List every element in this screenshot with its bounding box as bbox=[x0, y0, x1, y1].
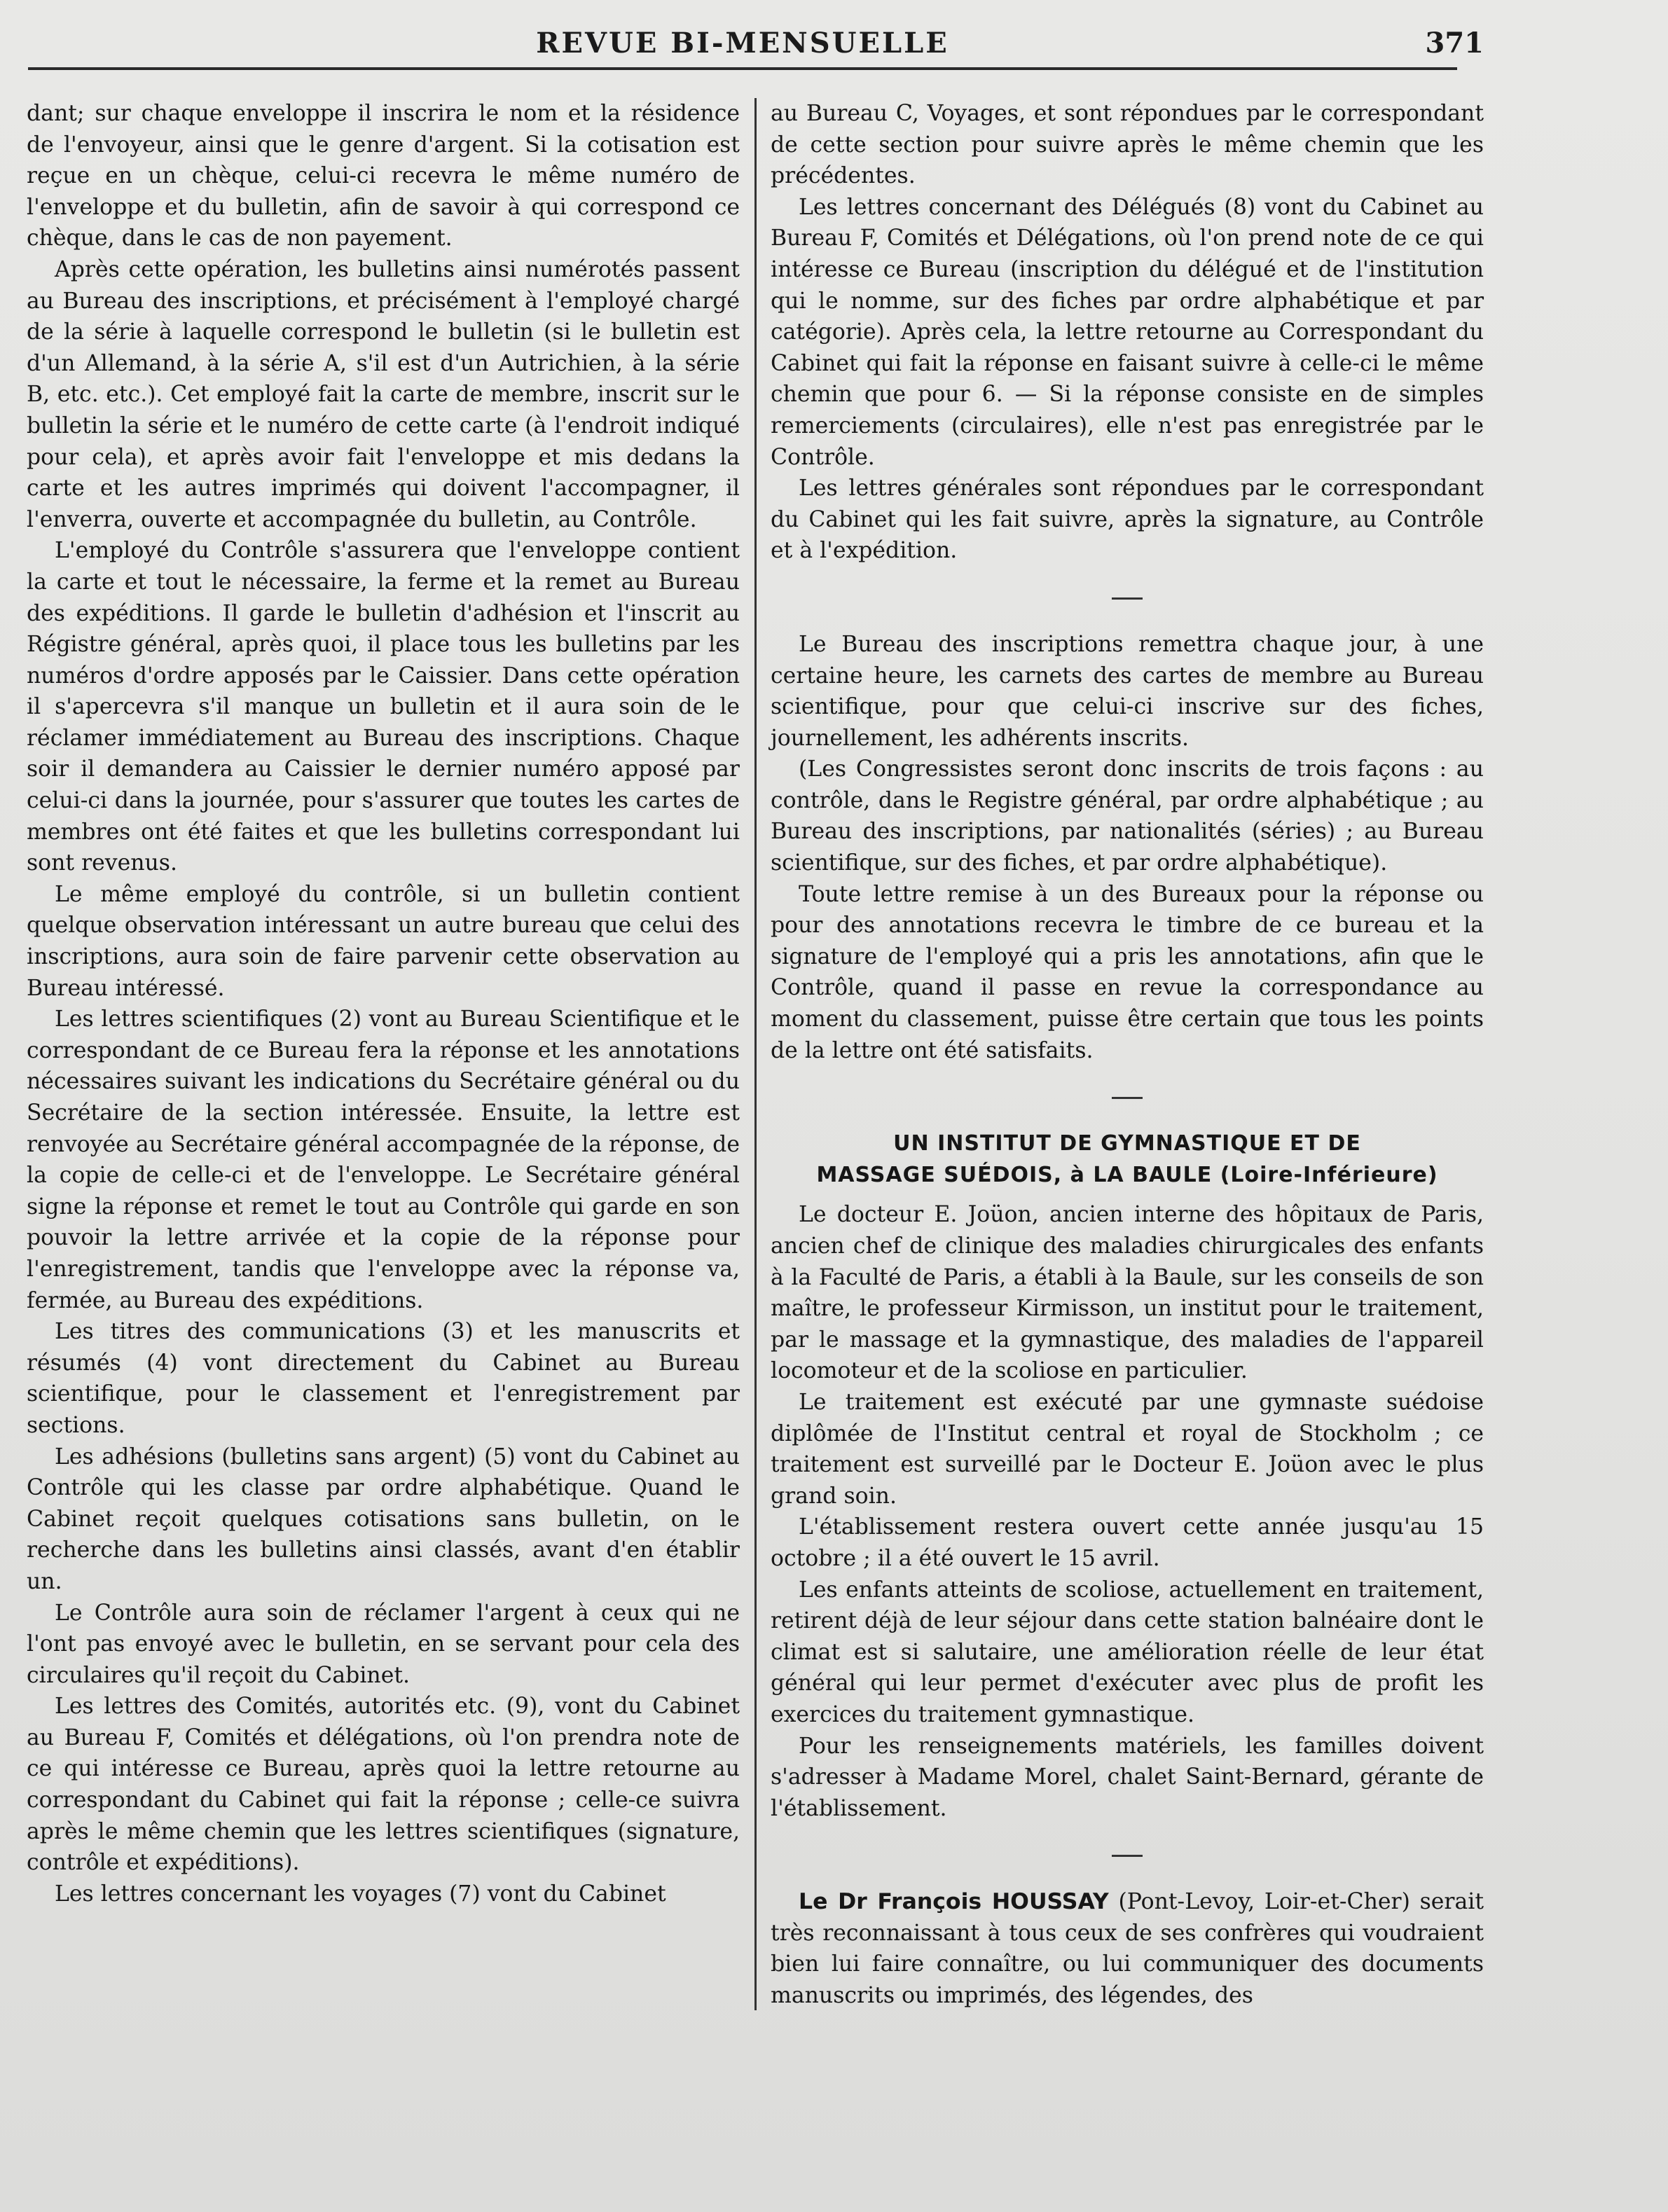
paragraph: Le traitement est exécuté par une gymnaste suédoise diplômée de l'Institut central et royal de Stockholm ; ce traitement est surveillé par le Docteur E. Joüon avec le plus grand soin. bbox=[771, 1389, 1484, 1509]
header-rule bbox=[28, 67, 1457, 70]
page-number: 371 bbox=[1425, 27, 1484, 60]
author-name: Le Dr François HOUSSAY bbox=[799, 1889, 1109, 1915]
paragraph: Après cette opération, les bulletins ainsi numérotés passent au Bureau des inscriptions, et précisément à l'employé chargé de la série à laquelle correspond le bulletin (si le bulletin est d'un Allemand, à la série A, s'il est d'un Autrichien, à la série B, etc. etc.). Cet employé fait la carte de membre, inscrit sur le bulletin la série et le numéro de cette carte (à l'endroit indiqué pour cela), et après avoir fait l'enveloppe et mis dedans la carte et les autres imprimés qui doivent l'accompagner, il l'enverra, ouverte et accompagnée du bulletin, au Contrôle. bbox=[27, 256, 740, 532]
section-separator bbox=[771, 1066, 1484, 1128]
column-divider bbox=[754, 98, 757, 2010]
paragraph: Les lettres générales sont répondues par le correspondant du Cabinet qui les fait suivre, après la signature, au Contrôle et à l'expédition. bbox=[771, 476, 1484, 564]
paragraph: Les titres des communications (3) et les manuscrits et résumés (4) vont directement du Cabinet au Bureau scientifique, pour le classement et l'enregistrement par sections. bbox=[27, 1319, 740, 1438]
houssay-paragraph bbox=[771, 1886, 1484, 2011]
houssay-text: (Pont-Levoy, Loir-et-Cher) serait très reconnaissant à tous ceux de ses confrères qui voudraient bien lui faire connaître, ou lui communiquer des documents manuscrits ou imprimés, des légendes, des bbox=[771, 1889, 1484, 2009]
institute-heading-line1: UN INSTITUT DE GYMNASTIQUE ET DE bbox=[893, 1131, 1361, 1156]
paragraph: Le docteur E. Joüon, ancien interne des hôpitaux de Paris, ancien chef de clinique des maladies chirurgicales des enfants à la Faculté de Paris, a établi à la Baule, sur les conseils de son maître, le professeur Kirmisson, un institut pour le traitement, par le massage et la gymnastique, des maladies de l'appareil locomoteur et de la scoliose en particulier. bbox=[771, 1202, 1484, 1384]
paragraph: Les adhésions (bulletins sans argent) (5) vont du Cabinet au Contrôle qui les classe par ordre alphabétique. Quand le Cabinet reçoit quelques cotisations sans bulletin, on le recherche dans les bulletins ainsi classés, avant d'en établir un. bbox=[27, 1444, 740, 1594]
paragraph: Toute lettre remise à un des Bureaux pour la réponse ou pour des annotations recevra le timbre de ce bureau et la signature de l'employé qui a pris les annotations, afin que le Contrôle, quand il passe en revue la correspondance au moment du classement, puisse être certain que tous les points de la lettre ont été satisfaits. bbox=[771, 881, 1484, 1063]
left-column bbox=[27, 98, 740, 1909]
paragraph: au Bureau C, Voyages, et sont répondues par le correspondant de cette section pour suivre après le même chemin que les précédentes. bbox=[771, 101, 1484, 189]
paragraph: dant; sur chaque enveloppe il inscrira le nom et la résidence de l'envoyeur, ainsi que le genre d'argent. Si la cotisation est reçue en un chèque, celui-ci recevra le même numéro de l'enveloppe et du bulletin, afin de savoir à qui correspond ce chèque, dans le cas de non payement. bbox=[27, 101, 740, 251]
institute-heading-line2 bbox=[771, 1160, 1484, 1191]
institute-heading bbox=[771, 1128, 1484, 1191]
paragraph: Les lettres concernant les voyages (7) vont du Cabinet bbox=[55, 1881, 666, 1907]
paragraph: Pour les renseignements matériels, les familles doivent s'adresser à Madame Morel, chalet Saint-Bernard, gérante de l'établissement. bbox=[771, 1733, 1484, 1821]
paragraph: L'établissement restera ouvert cette année jusqu'au 15 octobre ; il a été ouvert le 15 avril. bbox=[771, 1514, 1484, 1571]
paragraph: Les lettres concernant des Délégués (8) vont du Cabinet au Bureau F, Comités et Délégations, où l'on prend note de ce qui intéresse ce Bureau (inscription du délégué et de l'institution qui le nomme, sur des fiches par ordre alphabétique et par catégorie). Après cela, la lettre retourne au Correspondant du Cabinet qui fait la réponse en faisant suivre à celle-ci le même chemin que pour 6. — Si la réponse consiste en de simples remerciements (circulaires), elle n'est pas enregistrée par le Contrôle. bbox=[771, 194, 1484, 470]
right-column bbox=[771, 98, 1484, 2012]
journal-title: REVUE BI-MENSUELLE bbox=[536, 27, 949, 60]
paragraph: Les lettres scientifiques (2) vont au Bureau Scientifique et le correspondant de ce Bureau fera la réponse et les annotations nécessaires suivant les indications du Secrétaire général ou du Secrétaire de la section intéressée. Ensuite, la lettre est renvoyée au Secrétaire général accompagnée de la réponse, de la copie de celle-ci et de l'enveloppe. Le Secrétaire général signe la réponse et remet le tout au Contrôle qui garde en son pouvoir la lettre arrivée et la copie de la réponse pour l'enregistrement, tandis que l'enveloppe avec la réponse va, fermée, au Bureau des expéditions. bbox=[27, 1007, 740, 1313]
section-separator bbox=[771, 567, 1484, 629]
paragraph: Le Contrôle aura soin de réclamer l'argent à ceux qui ne l'ont pas envoyé avec le bulletin, en se servant pour cela des circulaires qu'il reçoit du Cabinet. bbox=[27, 1600, 740, 1688]
paragraph: L'employé du Contrôle s'assurera que l'enveloppe contient la carte et tout le nécessaire, la ferme et la remet au Bureau des expéditions. Il garde le bulletin d'adhésion et l'inscrit au Régistre général, après quoi, il place tous les bulletins par les numéros d'ordre apposés par le Caissier. Dans cette opération il s'apercevra s'il manque un bulletin et il aura soin de le réclamer immédiatement au Bureau des inscriptions. Chaque soir il demandera au Caissier le dernier numéro apposé par celui-ci dans la journée, pour s'assurer que toutes les cartes de membres ont été faites et que les bulletins correspondant lui sont revenus. bbox=[27, 538, 740, 876]
paragraph: Les enfants atteints de scoliose, actuellement en traitement, retirent déjà de leur séjour dans cette station balnéaire dont le climat est si salutaire, une amélioration réelle de leur état général qui leur permet d'exécuter avec plus de profit les exercices du traitement gymnastique. bbox=[771, 1577, 1484, 1727]
institute-heading-region: (Loire-Inférieure) bbox=[1220, 1162, 1438, 1187]
section-separator bbox=[771, 1824, 1484, 1886]
paragraph: (Les Congressistes seront donc inscrits de trois façons : au contrôle, dans le Registre général, par ordre alphabétique ; au Bureau des inscriptions, par nationalités (séries) ; au Bureau scientifique, sur des fiches, et par ordre alphabétique). bbox=[771, 756, 1484, 876]
institute-heading-place: MASSAGE SUÉDOIS, à LA BAULE bbox=[816, 1162, 1213, 1187]
running-head bbox=[28, 27, 1484, 69]
paragraph: Le Bureau des inscriptions remettra chaque jour, à une certaine heure, les carnets des cartes de membre au Bureau scientifique, pour que celui-ci inscrive sur des fiches, journellement, les adhérents inscrits. bbox=[771, 631, 1484, 751]
paragraph: Les lettres des Comités, autorités etc. (9), vont du Cabinet au Bureau F, Comités et délégations, où l'on prendra note de ce qui intéresse ce Bureau, après quoi la lettre retourne au correspondant du Cabinet qui fait la réponse ; celle-ce suivra après le même chemin que les lettres scientifiques (signature, contrôle et expéditions). bbox=[27, 1694, 740, 1876]
paragraph: Le même employé du contrôle, si un bulletin contient quelque observation intéressant un autre bureau que celui des inscriptions, aura soin de faire parvenir cette observation au Bureau intéressé. bbox=[27, 881, 740, 1001]
